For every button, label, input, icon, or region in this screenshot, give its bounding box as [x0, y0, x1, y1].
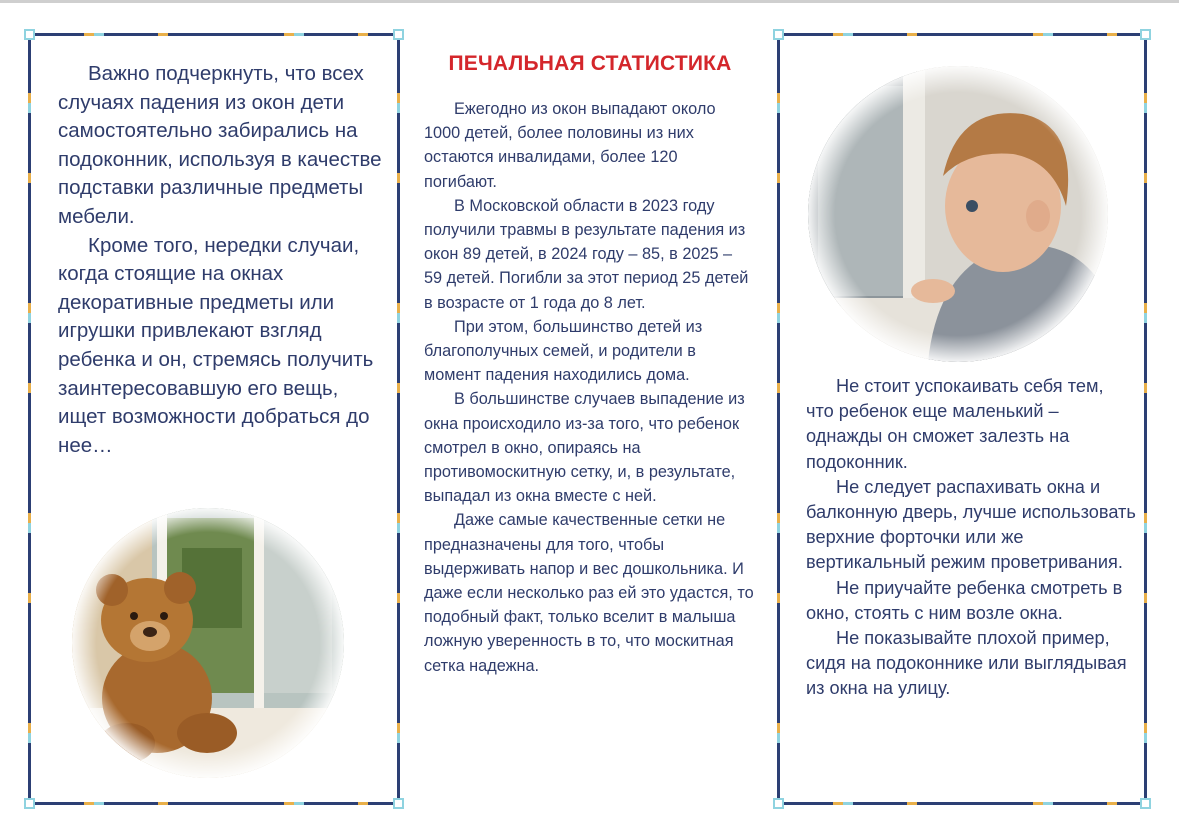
photo-vignette — [808, 66, 1108, 362]
frame-edge-bottom — [28, 802, 400, 805]
frame-corner — [1140, 798, 1151, 809]
frame-edge-top — [28, 33, 400, 36]
advice-paragraph: Не приучайте ребенка смотреть в окно, стоять с ним возле окна. — [806, 577, 1123, 623]
frame-edge-right — [1144, 33, 1147, 805]
frame-corner — [24, 798, 35, 809]
child-at-window-photo — [808, 66, 1108, 362]
frame-corner — [773, 29, 784, 40]
frame-corner — [393, 29, 404, 40]
statistics-paragraph: Даже самые качественные сетки не предназначены для того, чтобы выдерживать напор и вес дошкольника. И даже если несколько раз ей это удастся, то подобный факт, только вселит в малыша ложную уверенность в то, что москитная сетка надежна. — [424, 511, 754, 675]
frame-corner — [1140, 29, 1151, 40]
left-panel-text — [58, 60, 388, 460]
statistics-text — [424, 97, 754, 678]
frame-edge-left — [777, 33, 780, 805]
advice-paragraph: Не следует распахивать окна и балконную дверь, лучше использовать верхние форточки или же вертикальный режим проветривания. — [806, 476, 1136, 573]
statistics-paragraph: Ежегодно из окон выпадают около 1000 детей, более половины из них остаются инвалидами, более 120 погибают. — [424, 100, 716, 191]
frame-corner — [393, 798, 404, 809]
teddy-bear-photo — [72, 508, 344, 778]
statistics-paragraph: При этом, большинство детей из благополучных семей, и родители в момент падения находились дома. — [424, 317, 703, 385]
frame-edge-left — [28, 33, 31, 805]
statistics-title: ПЕЧАЛЬНАЯ СТАТИСТИКА — [448, 52, 732, 75]
statistics-paragraph: В Московской области в 2023 году получили травмы в результате падения из окон 89 детей, в 2024 году – 85, в 2025 – 59 детей. Погибли за этот период 25 детей в возрасте от 1 года до 8 лет. — [424, 196, 749, 312]
top-border-strip — [0, 0, 1179, 3]
frame-corner — [773, 798, 784, 809]
photo-vignette — [72, 508, 344, 778]
frame-edge-top — [777, 33, 1147, 36]
frame-edge-bottom — [777, 802, 1147, 805]
statistics-paragraph: В большинстве случаев выпадение из окна происходило из-за того, что ребенок смотрел в окно, опираясь на противомоскитную сетку, и, в результате, выпадал из окна вместе с ней. — [424, 390, 745, 506]
advice-paragraph: Не стоит успокаивать себя тем, что ребенок еще маленький – однажды он сможет залезть на подоконник. — [806, 376, 1104, 472]
left-paragraph: Важно подчеркнуть, что всех случаях падения из окон дети самостоятельно забирались на подоконник, используя в качестве подставки различные предметы мебели. — [58, 62, 382, 228]
frame-corner — [24, 29, 35, 40]
left-paragraph: Кроме того, нередки случаи, когда стоящие на окнах декоративные предметы или игрушки привлекают взгляд ребенка и он, стремясь получить заинтересовавшую его вещь, ищет возможности добраться до нее… — [58, 233, 374, 457]
frame-edge-right — [397, 33, 400, 805]
advice-paragraph: Не показывайте плохой пример, сидя на подоконнике или выглядывая из окна на улицу. — [806, 628, 1127, 699]
right-panel-text — [806, 374, 1136, 702]
